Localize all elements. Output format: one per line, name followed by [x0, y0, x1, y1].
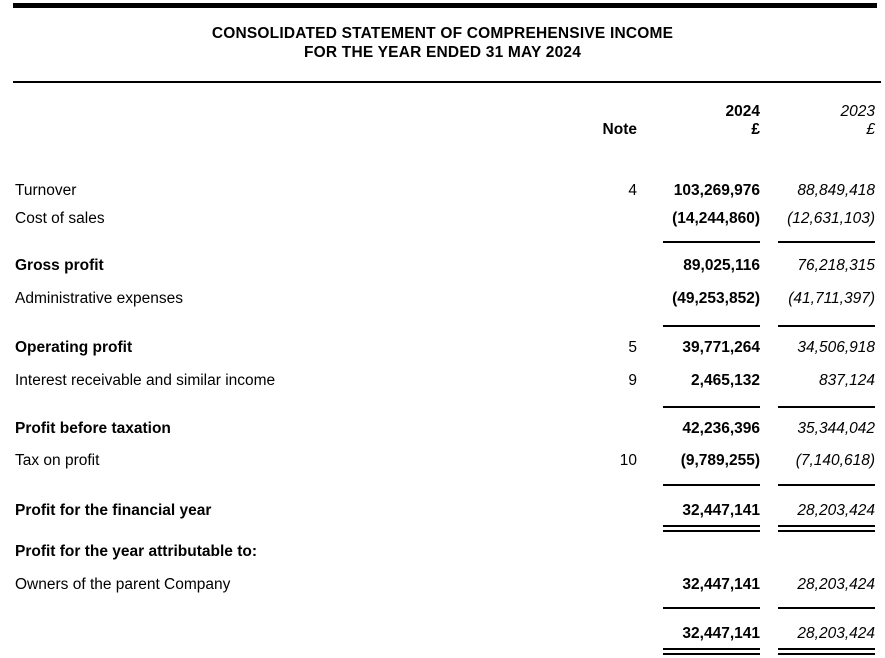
note-value: 10	[619, 452, 637, 469]
subtotal-rule-2023	[778, 607, 875, 609]
value-2024: 32,447,141	[682, 576, 760, 593]
value-2023: 28,203,424	[797, 625, 875, 642]
table-row-turnover	[15, 181, 875, 201]
table-row-interest-receivable	[15, 371, 875, 391]
value-2023: 28,203,424	[797, 502, 875, 519]
value-2023: (41,711,397)	[788, 290, 875, 307]
value-2023: 88,849,418	[797, 182, 875, 199]
row-label: Gross profit	[15, 257, 104, 274]
note-value: 9	[628, 372, 637, 389]
value-2023: 837,124	[818, 372, 875, 389]
subtotal-rule-2024	[663, 241, 760, 243]
value-2024: 89,025,116	[683, 257, 760, 274]
value-2024: 32,447,141	[682, 502, 760, 519]
double-rule-2023	[778, 525, 875, 532]
subtotal-rule-2024	[663, 607, 760, 609]
table-row-attributable-heading	[15, 542, 875, 562]
subtotal-rule-row	[15, 406, 875, 408]
table-row-gross-profit	[15, 256, 875, 276]
row-label: Administrative expenses	[15, 290, 183, 307]
table-row-administrative-expenses	[15, 289, 875, 309]
value-2024: 39,771,264	[682, 339, 760, 356]
row-label: Owners of the parent Company	[15, 576, 231, 593]
subtotal-rule-2023	[778, 325, 875, 327]
grand-total-rule-row	[15, 525, 875, 532]
row-label: Profit for the financial year	[15, 502, 212, 519]
currency-symbol-2024: £	[751, 121, 760, 138]
page-title-line2: FOR THE YEAR ENDED 31 MAY 2024	[303, 44, 582, 61]
row-label: Profit before taxation	[15, 420, 171, 437]
value-2023: (12,631,103)	[787, 210, 875, 227]
double-rule-2023	[778, 648, 875, 655]
value-2023: (7,140,618)	[795, 452, 875, 469]
col-header-2024: 2024	[725, 103, 760, 120]
value-2024: (49,253,852)	[672, 290, 760, 307]
subtotal-rule-row	[15, 607, 875, 609]
value-2023: 28,203,424	[797, 576, 875, 593]
subtotal-rule-2024	[663, 406, 760, 408]
table-row-cost-of-sales	[15, 209, 875, 229]
value-2023: 35,344,042	[797, 420, 875, 437]
row-label: Tax on profit	[15, 452, 100, 469]
table-row-profit-before-taxation	[15, 419, 875, 439]
header-rule-wrap	[0, 62, 885, 83]
subtotal-rule-2023	[778, 241, 875, 243]
table-row-tax-on-profit	[15, 451, 875, 471]
double-rule-2024	[663, 648, 760, 655]
value-2024: 32,447,141	[682, 625, 760, 642]
row-label: Profit for the year attributable to:	[15, 543, 257, 560]
col-header-2023: 2023	[840, 103, 875, 120]
table-row-attributable-total	[15, 624, 875, 644]
page-title	[0, 24, 885, 62]
page-title-line1: CONSOLIDATED STATEMENT OF COMPREHENSIVE INCOME	[211, 25, 674, 42]
value-2024: 2,465,132	[691, 372, 760, 389]
column-header-row-note-currency	[15, 121, 875, 139]
subtotal-rule-2024	[663, 484, 760, 486]
statement-table	[0, 103, 885, 655]
subtotal-rule-2023	[778, 484, 875, 486]
value-2024: (14,244,860)	[672, 210, 760, 227]
value-2023: 76,218,315	[797, 257, 875, 274]
subtotal-rule-row	[15, 484, 875, 486]
value-2024: (9,789,255)	[680, 452, 760, 469]
grand-total-rule-row	[15, 648, 875, 655]
row-label: Cost of sales	[15, 210, 105, 227]
value-2024: 42,236,396	[682, 420, 760, 437]
header-rule	[13, 81, 881, 83]
subtotal-rule-row	[15, 241, 875, 243]
column-header-row-years	[15, 103, 875, 121]
subtotal-rule-row	[15, 325, 875, 327]
double-rule-2024	[663, 525, 760, 532]
col-header-note: Note	[602, 121, 637, 138]
value-2024: 103,269,976	[673, 182, 760, 199]
row-label: Interest receivable and similar income	[15, 372, 276, 389]
subtotal-rule-2023	[778, 406, 875, 408]
table-row-operating-profit	[15, 338, 875, 358]
note-value: 4	[628, 182, 637, 199]
row-label: Operating profit	[15, 339, 133, 356]
table-row-owners-of-parent	[15, 575, 875, 595]
row-label: Turnover	[15, 182, 77, 199]
currency-symbol-2023: £	[866, 121, 875, 138]
note-value: 5	[628, 339, 637, 356]
value-2023: 34,506,918	[797, 339, 875, 356]
top-rule	[13, 3, 877, 8]
subtotal-rule-2024	[663, 325, 760, 327]
table-row-profit-for-financial-year	[15, 501, 875, 521]
